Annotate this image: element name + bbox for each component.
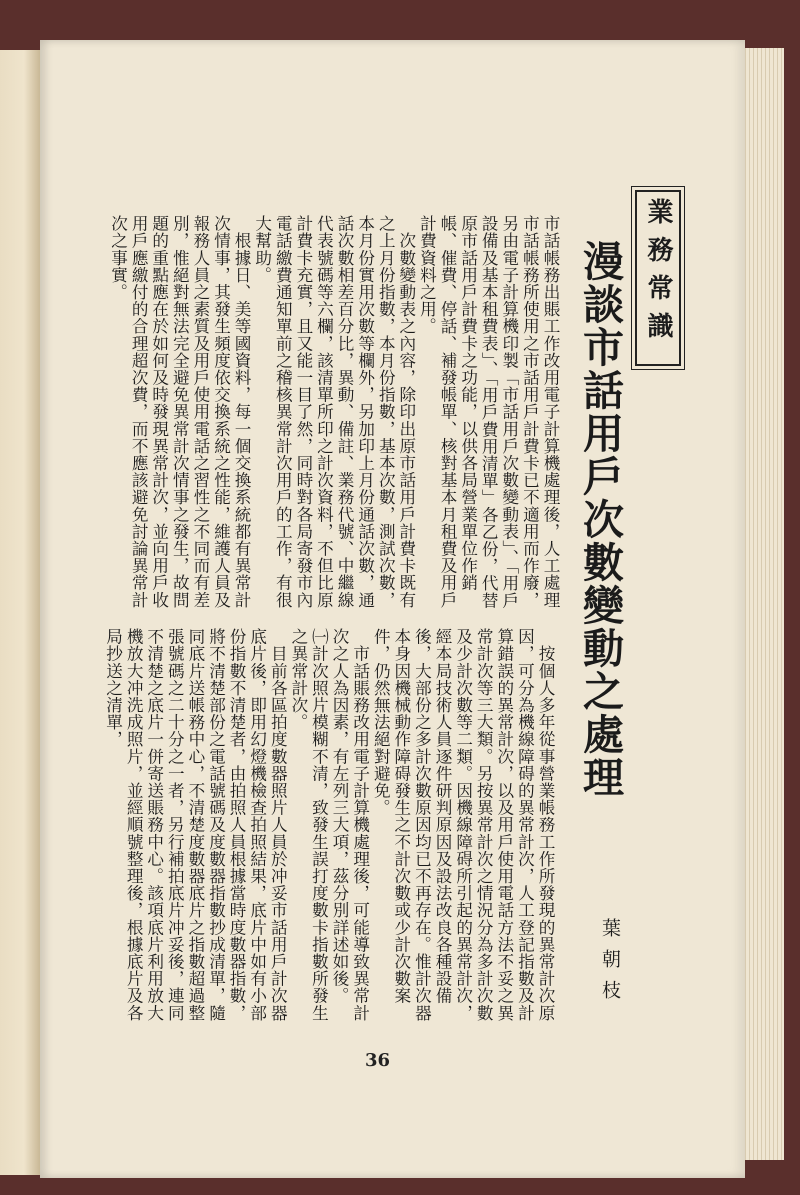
article-body-top: 市話帳務出賬工作改用電子計算機處理後，人工處理市話帳務所使用之市話用戶計費卡已不適用而作廢，另由電子計算機印製「市話用戶次數變動表」、「用戶設備及基本租費表」、「用戶費用清單」各乙份，代替原市話用戶計費卡之功能，以供各局營業單位作銷帳、催費、停話、補發帳單、核對基本月租費及用戶計費資料之用。 次數變動表之內容，除印出原市話用戶計費卡既有之上月份指數，本月份指數，基本次數，測試次數，本月份實用次數等欄外，另加印上月份通話次數，通話次數相差百分比，異動、備註、業務代號、中繼線代表號碼等六欄，該清單所印之計次資料，不但比原計費卡充實，且又能一目了然，同時對各局寄發市內電話繳費通知單前之稽核異常計次用戶的工作，有很大幫助。 根據日、美等國資料，每一個交換系統都有異常計次情事，其發生頻度依交換系統之性能，維護人員及報務人員之素質及用戶使用電話之習性之不同而有差別，惟絕對無法完全避免異常計次情事之發生，故問題的重點應在於如何及時發現異常計次，並向用戶收用戶應繳付的合理超次費，而不應該避免討論異常計次之事實。 (108, 215, 560, 609)
page-edges (742, 48, 784, 1160)
left-page-edge (0, 50, 40, 1175)
column-tag: 業務常識 (643, 198, 673, 350)
article-body-bottom: 按個人多年從事營業帳務工作所發現的異常計次原因，可分為機線障碍的異常計次，人工登記指數及計算錯誤的異常計次，以及用戶使用電話方法不妥之異常計次等三大類。另按異常計次之情況分為多計次數及少計次數等二類。因機線障碍所引起的異常計次，經本局技術人員逐件研判原因及設法改良各種設備後，大部份之多計次數原因均已不再存在。惟計次器本身因機械動作障碍發生之不計次數或少計次數案件，仍然無法絕對避免。 市話賬務改用電子計算機處理後，可能導致異常計次之人為因素，有左列三大項，茲分別詳述如後。 ㈠計次照片模糊不清，致發生誤打度數卡指數所發生之異常計次。 目前各區拍度數器照片人員於冲妥市話用戶計次器底片後，即用幻燈機檢查拍照結果，底片中如有小部份指數不清楚者，由拍照人員根據當時度數器指數，將不清楚部份之電話號碼及度數器指數抄成清單，隨同底片送帳務中心，不清楚度數器底片之指數超過整張號碼之二十分之一者，另行補拍底片冲妥後，連同不清楚之底片一併寄送賬務中心。該項底片利用放大機放大冲洗成照片，並經順號整理後，根據底片及各局抄送之清單， (103, 628, 555, 1022)
page-number: 36 (365, 1050, 391, 1071)
article-title: 漫談市話用戶次數變動之處理 (576, 240, 624, 799)
author-name: 葉朝枝 (599, 918, 621, 1011)
column-tag-box (635, 190, 681, 366)
